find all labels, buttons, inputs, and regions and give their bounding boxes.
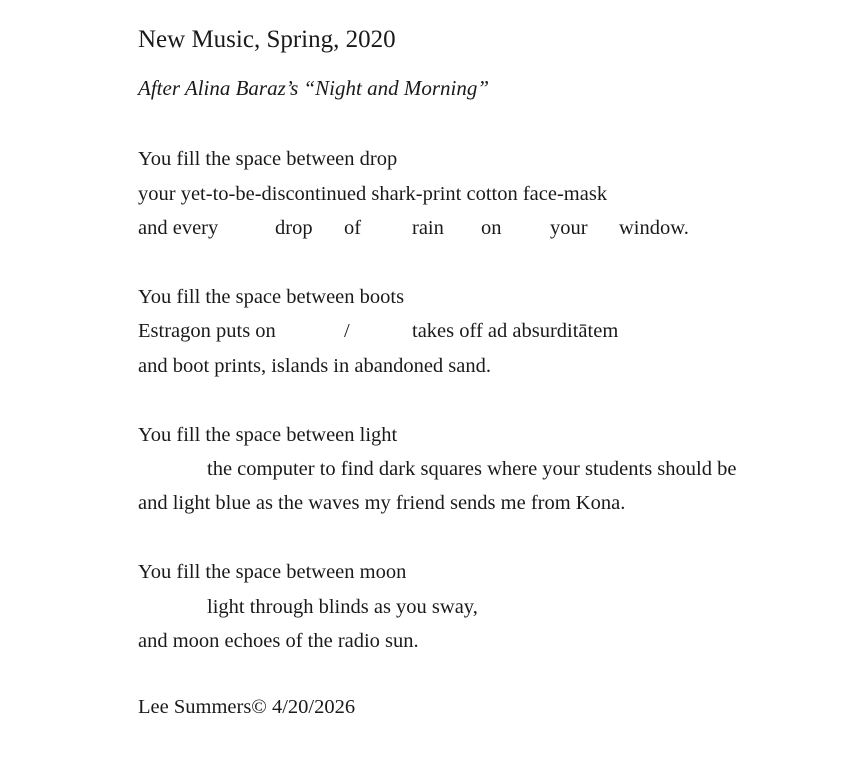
stanza-3-line-3: and light blue as the waves my friend sends me from Kona.: [138, 492, 626, 514]
spaced-word: window.: [619, 217, 689, 239]
spaced-word: drop: [275, 217, 313, 239]
spaced-word: of: [344, 217, 362, 239]
spaced-word: and every: [138, 217, 219, 239]
slash-separator: /: [344, 320, 350, 342]
stanza-1-line-2: your yet-to-be-discontinued shark-print cotton face-mask: [138, 183, 608, 205]
stanza-1-line-1: You fill the space between drop: [138, 148, 398, 170]
stanza-1-line-3: [138, 215, 738, 241]
stanza-3-line-2: the computer to find dark squares where your students should be: [207, 458, 737, 480]
poem-subtitle: After Alina Baraz’s “Night and Morning”: [138, 76, 490, 100]
stanza-4-line-2: light through blinds as you sway,: [207, 596, 478, 618]
spaced-phrase: Estragon puts on: [138, 320, 276, 342]
stanza-2-line-3: and boot prints, islands in abandoned sand.: [138, 355, 492, 377]
stanza-2-line-1: You fill the space between boots: [138, 286, 405, 308]
spaced-word: on: [481, 217, 502, 239]
stanza-4-line-3: and moon echoes of the radio sun.: [138, 630, 419, 652]
stanza-2-line-2: [138, 318, 738, 344]
poem-title: New Music, Spring, 2020: [138, 26, 396, 53]
stanza-3-line-1: You fill the space between light: [138, 424, 398, 446]
spaced-word: your: [550, 217, 588, 239]
stanza-4-line-1: You fill the space between moon: [138, 561, 407, 583]
spaced-phrase: takes off ad absurditātem: [412, 320, 619, 342]
signature: Lee Summers© 4/20/2026: [138, 696, 356, 718]
spaced-word: rain: [412, 217, 444, 239]
